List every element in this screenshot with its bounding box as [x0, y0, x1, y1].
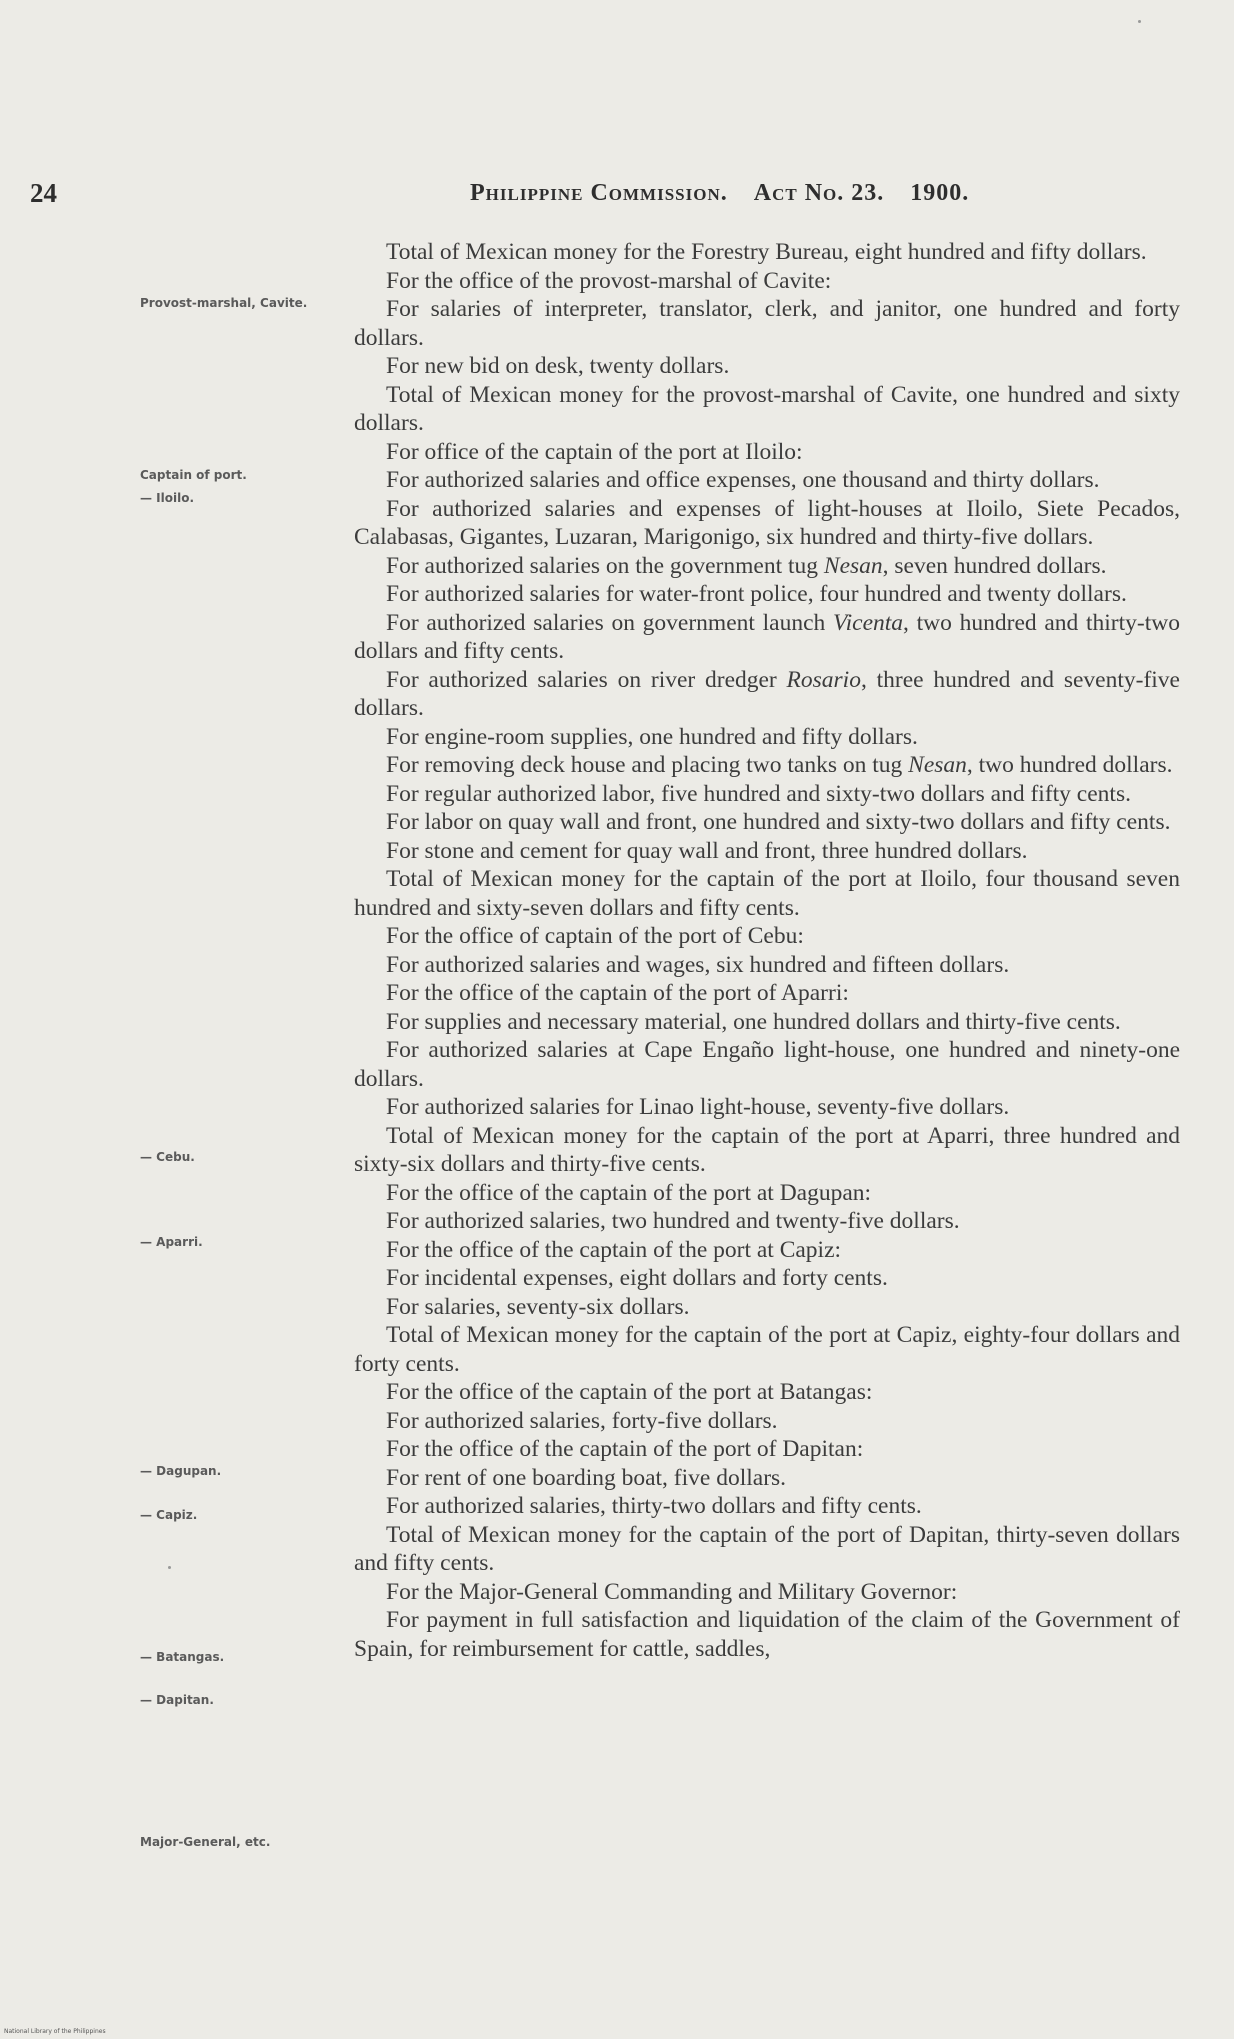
paragraph: For the Major-General Commanding and Military Governor:: [386, 1578, 958, 1605]
margin-note-dagupan: — Dagupan.: [140, 1464, 222, 1478]
paragraph: For authorized salaries and wages, six hundred and fifteen dollars.: [386, 951, 1010, 978]
paragraph: Total of Mexican money for the captain of the port at Capiz, eighty-four dollars and forty cents.: [354, 1322, 1180, 1377]
paragraph: For authorized salaries on the government tug Nesan, seven hundred dollars.: [386, 552, 1107, 579]
paragraph: Total of Mexican money for the provost-marshal of Cavite, one hundred and sixty dollars.: [354, 381, 1180, 436]
margin-note-iloilo: — Iloilo.: [140, 491, 195, 505]
scan-speck: [168, 1566, 171, 1569]
paragraph: For supplies and necessary material, one hundred dollars and thirty-five cents.: [386, 1008, 1121, 1035]
paragraph: For the office of the provost-marshal of Cavite:: [386, 267, 832, 294]
paragraph: For rent of one boarding boat, five dollars.: [386, 1464, 787, 1491]
footer-credit: National Library of the Philippines: [4, 2028, 106, 2035]
running-head-act: Act No. 23.: [753, 180, 885, 206]
margin-note-aparri: — Aparri.: [140, 1235, 203, 1249]
paragraph: For office of the captain of the port at Iloilo:: [386, 438, 803, 465]
paragraph: Total of Mexican money for the captain of the port of Dapitan, thirty-seven dollars and fifty cents.: [354, 1521, 1180, 1576]
margin-note-dapitan: — Dapitan.: [140, 1693, 214, 1707]
paragraph: For the office of the captain of the port at Capiz:: [386, 1236, 842, 1263]
running-head-year: 1900.: [910, 180, 970, 206]
paragraph: For stone and cement for quay wall and front, three hundred dollars.: [386, 837, 1028, 864]
paragraph: For removing deck house and placing two tanks on tug Nesan, two hundred dollars.: [386, 752, 1173, 778]
margin-note-provost-marshal: Provost-marshal, Cavite.: [140, 296, 308, 310]
paragraph: For authorized salaries at Cape Engaño light-house, one hundred and ninety-one dollars.: [354, 1037, 1180, 1092]
body-text: [354, 238, 1180, 1663]
paragraph: For the office of the captain of the port at Batangas:: [386, 1379, 873, 1405]
paragraph: For authorized salaries and expenses of light-houses at Iloilo, Siete Pecados, Calabasas, Gigantes, Luzaran, Marigonigo, six hundred and thirty-five dollars.: [354, 495, 1180, 550]
paragraph: For salaries of interpreter, translator, clerk, and janitor, one hundred and forty dollars.: [354, 296, 1180, 351]
margin-note-capiz: — Capiz.: [140, 1508, 198, 1522]
paragraph: For regular authorized labor, five hundred and sixty-two dollars and fifty cents.: [386, 780, 1131, 807]
paragraph: For authorized salaries for Linao light-house, seventy-five dollars.: [386, 1094, 1010, 1120]
paragraph: For new bid on desk, twenty dollars.: [386, 353, 730, 379]
running-head: [470, 180, 969, 207]
paragraph: For the office of the captain of the port of Aparri:: [386, 980, 849, 1006]
paragraph: For authorized salaries, thirty-two dollars and fifty cents.: [386, 1493, 922, 1519]
paragraph: Total of Mexican money for the captain of the port at Iloilo, four thousand seven hundred and sixty-seven dollars and fifty cents.: [354, 866, 1180, 921]
paragraph: For incidental expenses, eight dollars and forty cents.: [386, 1265, 888, 1291]
paragraph: For authorized salaries, forty-five dollars.: [386, 1407, 778, 1434]
paragraph: For payment in full satisfaction and liquidation of the claim of the Government of Spain, for reimbursement for cattle, saddles,: [354, 1607, 1180, 1662]
scan-speck: [1138, 20, 1141, 23]
paragraph: For authorized salaries on government launch Vicenta, two hundred and thirty-two dollars and fifty cents.: [354, 609, 1180, 664]
paragraph: For authorized salaries for water-front police, four hundred and twenty dollars.: [386, 581, 1127, 607]
paragraph: For the office of the captain of the port at Dagupan:: [386, 1179, 872, 1206]
page-number: 24: [30, 178, 57, 208]
paragraph: For the office of captain of the port of Cebu:: [386, 923, 804, 949]
margin-note-batangas: — Batangas.: [140, 1650, 225, 1664]
margin-note-captain-of-port: Captain of port.: [140, 468, 247, 482]
running-head-title: Philippine Commission.: [470, 180, 728, 206]
paragraph: For engine-room supplies, one hundred and fifty dollars.: [386, 723, 918, 750]
margin-note-cebu: — Cebu.: [140, 1150, 195, 1164]
paragraph: For authorized salaries and office expenses, one thousand and thirty dollars.: [386, 467, 1100, 493]
paragraph: For authorized salaries, two hundred and twenty-five dollars.: [386, 1208, 960, 1234]
paragraph: For the office of the captain of the port of Dapitan:: [386, 1436, 864, 1462]
margin-note-major-general: Major-General, etc.: [140, 1835, 271, 1849]
paragraph: For authorized salaries on river dredger Rosario, three hundred and seventy-five dollars.: [354, 666, 1180, 721]
paragraph: Total of Mexican money for the captain of the port at Aparri, three hundred and sixty-six dollars and thirty-five cents.: [354, 1122, 1180, 1177]
paragraph: Total of Mexican money for the Forestry Bureau, eight hundred and fifty dollars.: [386, 239, 1147, 265]
paragraph: For labor on quay wall and front, one hundred and sixty-two dollars and fifty cents.: [386, 809, 1171, 835]
paragraph: For salaries, seventy-six dollars.: [386, 1293, 690, 1320]
